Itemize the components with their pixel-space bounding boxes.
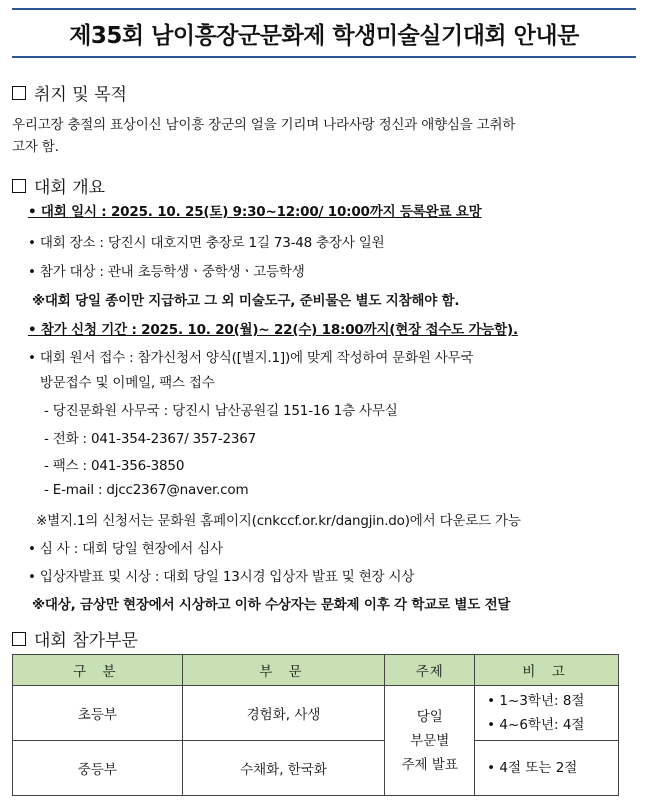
field-cell: 경험화, 사생 [182, 686, 385, 741]
table-header-row [13, 655, 619, 686]
event-place: • 대회 장소 : 당진시 대호지면 충장로 1길 73-48 충장사 일원 [28, 235, 385, 251]
divisions-table [12, 654, 619, 796]
title-banner [12, 8, 636, 58]
page-title: 제35회 남이흥장군문화제 학생미술실기대회 안내문 [69, 22, 579, 49]
theme-cell: 당일 부문별 주제 발표 [385, 686, 475, 796]
section-overview-heading: 대회 개요 [12, 173, 105, 198]
apply-period: • 참가 신청 기간 : 2025. 10. 20(월)~ 22(수) 18:00까지(현장 접수도 가능함). [28, 322, 518, 338]
download-note: ※별지.1의 신청서는 문화원 홈페이지(cnkccf.or.kr/dangjin.do)에서 다운로드 가능 [36, 513, 521, 529]
category-cell: 초등부 [13, 686, 183, 741]
field-cell: 수채화, 한국화 [182, 741, 385, 796]
header-theme: 주제 [385, 655, 475, 686]
office-address: - 당진문화원 사무국 : 당진시 남산공원길 151-16 1층 사무실 [44, 403, 398, 419]
section-divisions-heading: 대회 참가부문 [12, 626, 138, 651]
phone-number: - 전화 : 041-354-2367/ 357-2367 [44, 431, 257, 447]
receipt-line2: 방문접수 및 이메일, 팩스 접수 [40, 375, 215, 391]
section-purpose-heading: 취지 및 목적 [12, 80, 127, 105]
purpose-text-line1: 우리고장 충절의 표상이신 남이흥 장군의 얼을 기리며 나라사랑 정신과 애향심을 고취하 [12, 117, 516, 133]
purpose-text-line2: 고자 함. [12, 139, 59, 155]
notes-cell: • 4절 또는 2절 [475, 741, 619, 796]
awards-note: ※대상, 금상만 현장에서 시상하고 이하 수상자는 문화제 이후 각 학교로 별도 전달 [32, 597, 511, 613]
event-target: • 참가 대상 : 관내 초등학생ㆍ중학생ㆍ고등학생 [28, 264, 305, 280]
event-date: • 대회 일시 : 2025. 10. 25(토) 9:30~12:00/ 10:00까지 등록완료 요망 [28, 204, 482, 220]
header-category: 구 분 [13, 655, 183, 686]
judging-info: • 심 사 : 대회 당일 현장에서 심사 [28, 541, 223, 557]
checkbox-square-icon [12, 86, 26, 100]
notes-cell: • 1~3학년: 8절 • 4~6학년: 4절 [475, 686, 619, 741]
header-field: 부 문 [182, 655, 385, 686]
email-address: - E-mail : djcc2367@naver.com [44, 482, 249, 498]
paper-note: ※대회 당일 종이만 지급하고 그 외 미술도구, 준비물은 별도 지참해야 함. [32, 293, 460, 309]
awards-info: • 입상자발표 및 시상 : 대회 당일 13시경 입상자 발표 및 현장 시상 [28, 569, 415, 585]
table-row [13, 741, 619, 796]
header-notes: 비 고 [475, 655, 619, 686]
receipt-line1: • 대회 원서 접수 : 참가신청서 양식([별지.1])에 맞게 작성하여 문화원 사무국 [28, 350, 474, 366]
fax-number: - 팩스 : 041-356-3850 [44, 458, 185, 474]
checkbox-square-icon [12, 179, 26, 193]
table-row [13, 686, 619, 741]
checkbox-square-icon [12, 632, 26, 646]
category-cell: 중등부 [13, 741, 183, 796]
